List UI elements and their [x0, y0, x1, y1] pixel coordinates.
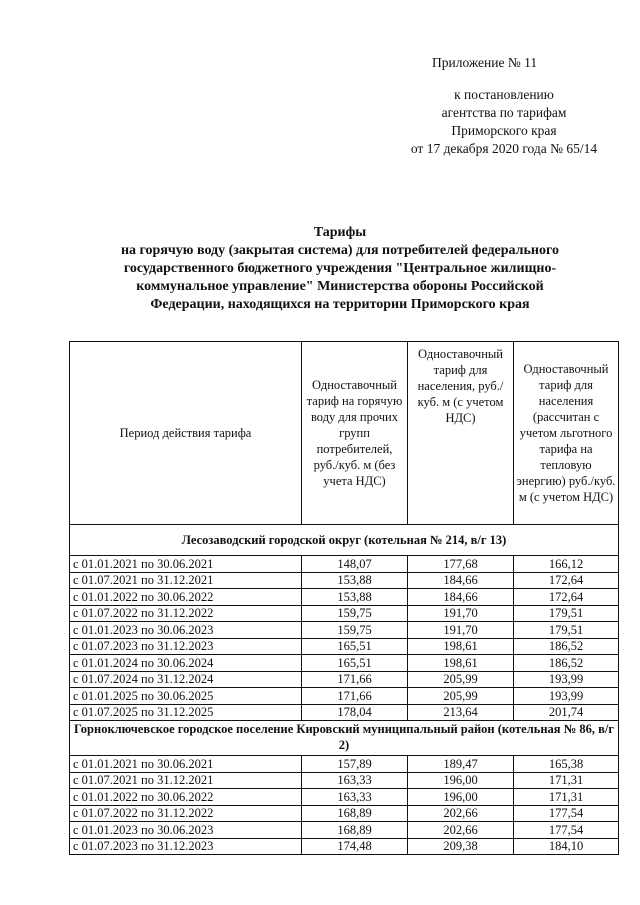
tariff-other-cell: 171,66: [302, 688, 408, 705]
tariff-population-discount-cell: 171,31: [514, 772, 619, 789]
appendix-line: к постановлению: [454, 87, 554, 102]
tariff-other-cell: 174,48: [302, 838, 408, 855]
tariff-population-discount-cell: 171,31: [514, 789, 619, 806]
period-cell: с 01.07.2025 по 31.12.2025: [70, 704, 302, 721]
period-cell: с 01.07.2021 по 31.12.2021: [70, 772, 302, 789]
table-row: [70, 838, 619, 855]
tariff-population-cell: 198,61: [408, 655, 514, 672]
table-header-row: [70, 342, 619, 525]
tariff-population-cell: 189,47: [408, 756, 514, 773]
tariff-population-discount-cell: 179,51: [514, 622, 619, 639]
period-cell: с 01.07.2023 по 31.12.2023: [70, 838, 302, 855]
section-row: [70, 721, 619, 756]
heading-line: государственного бюджетного учреждения "Центральное жилищно-: [123, 261, 557, 276]
header-period: Период действия тарифа: [70, 342, 302, 525]
table-row: [70, 704, 619, 721]
appendix-block: [384, 54, 624, 158]
tariff-population-discount-cell: 201,74: [514, 704, 619, 721]
period-cell: с 01.07.2022 по 31.12.2022: [70, 605, 302, 622]
tariff-population-cell: 202,66: [408, 822, 514, 839]
table-row: [70, 789, 619, 806]
tariff-population-cell: 205,99: [408, 671, 514, 688]
tariff-population-discount-cell: 193,99: [514, 671, 619, 688]
header-tariff-population-discount: Одноставочный тариф для населения (рассчитан с учетом льготного тарифа на тепловую энергию) руб./куб. м (с учетом НДС): [514, 342, 619, 525]
tariff-population-discount-cell: 172,64: [514, 589, 619, 606]
appendix-line: агентства по тарифам: [441, 105, 567, 120]
tariff-population-cell: 196,00: [408, 789, 514, 806]
document-heading: [60, 224, 620, 314]
table-body: [70, 525, 619, 855]
table-row: [70, 556, 619, 573]
period-cell: с 01.07.2021 по 31.12.2021: [70, 572, 302, 589]
tariff-other-cell: 171,66: [302, 671, 408, 688]
appendix-line: Приморского края: [451, 123, 557, 138]
tariff-population-discount-cell: 186,52: [514, 655, 619, 672]
appendix-line: от 17 декабря 2020 года № 65/14: [410, 141, 598, 156]
header-tariff-other: Одноставочный тариф на горячую воду для прочих групп потребителей, руб./куб. м (без учета НДС): [302, 342, 408, 525]
period-cell: с 01.01.2023 по 30.06.2023: [70, 822, 302, 839]
tariff-population-cell: 191,70: [408, 605, 514, 622]
table-row: [70, 638, 619, 655]
tariff-population-cell: 205,99: [408, 688, 514, 705]
tariff-population-discount-cell: 179,51: [514, 605, 619, 622]
period-cell: с 01.01.2021 по 30.06.2021: [70, 556, 302, 573]
heading-line: Тарифы: [313, 225, 367, 240]
period-cell: с 01.01.2021 по 30.06.2021: [70, 756, 302, 773]
heading-line: коммунальное управление" Министерства обороны Российской: [136, 279, 544, 294]
tariff-other-cell: 159,75: [302, 622, 408, 639]
table-row: [70, 605, 619, 622]
heading-line: Федерации, находящихся на территории Приморского края: [150, 297, 530, 312]
period-cell: с 01.07.2022 по 31.12.2022: [70, 805, 302, 822]
tariff-population-discount-cell: 186,52: [514, 638, 619, 655]
table-row: [70, 822, 619, 839]
table-row: [70, 572, 619, 589]
appendix-title: Приложение № 11: [432, 55, 538, 70]
table-row: [70, 589, 619, 606]
tariff-other-cell: 159,75: [302, 605, 408, 622]
tariff-population-discount-cell: 184,10: [514, 838, 619, 855]
table-row: [70, 622, 619, 639]
tariff-table: [69, 341, 619, 855]
tariff-population-cell: 177,68: [408, 556, 514, 573]
tariff-population-discount-cell: 193,99: [514, 688, 619, 705]
tariff-other-cell: 165,51: [302, 638, 408, 655]
period-cell: с 01.01.2023 по 30.06.2023: [70, 622, 302, 639]
tariff-other-cell: 168,89: [302, 822, 408, 839]
tariff-population-cell: 191,70: [408, 622, 514, 639]
tariff-other-cell: 153,88: [302, 572, 408, 589]
tariff-population-discount-cell: 177,54: [514, 805, 619, 822]
tariff-population-cell: 196,00: [408, 772, 514, 789]
period-cell: с 01.01.2022 по 30.06.2022: [70, 589, 302, 606]
tariff-other-cell: 153,88: [302, 589, 408, 606]
table-row: [70, 805, 619, 822]
period-cell: с 01.01.2024 по 30.06.2024: [70, 655, 302, 672]
table-row: [70, 688, 619, 705]
section-title: Лесозаводский городской округ (котельная № 214, в/г 13): [70, 525, 619, 556]
tariff-population-cell: 184,66: [408, 589, 514, 606]
tariff-population-discount-cell: 172,64: [514, 572, 619, 589]
table-row: [70, 756, 619, 773]
tariff-other-cell: 168,89: [302, 805, 408, 822]
tariff-population-cell: 198,61: [408, 638, 514, 655]
tariff-population-cell: 209,38: [408, 838, 514, 855]
tariff-population-cell: 202,66: [408, 805, 514, 822]
period-cell: с 01.01.2025 по 30.06.2025: [70, 688, 302, 705]
tariff-other-cell: 178,04: [302, 704, 408, 721]
tariff-other-cell: 163,33: [302, 772, 408, 789]
table-row: [70, 772, 619, 789]
period-cell: с 01.01.2022 по 30.06.2022: [70, 789, 302, 806]
header-tariff-population: Одноставочный тариф для населения, руб./куб. м (с учетом НДС): [408, 342, 514, 525]
heading-line: на горячую воду (закрытая система) для потребителей федерального: [120, 243, 560, 258]
tariff-other-cell: 148,07: [302, 556, 408, 573]
tariff-population-discount-cell: 177,54: [514, 822, 619, 839]
period-cell: с 01.07.2024 по 31.12.2024: [70, 671, 302, 688]
table-row: [70, 671, 619, 688]
tariff-other-cell: 165,51: [302, 655, 408, 672]
section-row: [70, 525, 619, 556]
tariff-population-discount-cell: 165,38: [514, 756, 619, 773]
tariff-population-cell: 184,66: [408, 572, 514, 589]
tariff-population-cell: 213,64: [408, 704, 514, 721]
period-cell: с 01.07.2023 по 31.12.2023: [70, 638, 302, 655]
tariff-population-discount-cell: 166,12: [514, 556, 619, 573]
section-title: Горноключевское городское поселение Кировский муниципальный район (котельная № 86, в/г 2): [70, 721, 619, 756]
table-row: [70, 655, 619, 672]
tariff-other-cell: 157,89: [302, 756, 408, 773]
tariff-other-cell: 163,33: [302, 789, 408, 806]
